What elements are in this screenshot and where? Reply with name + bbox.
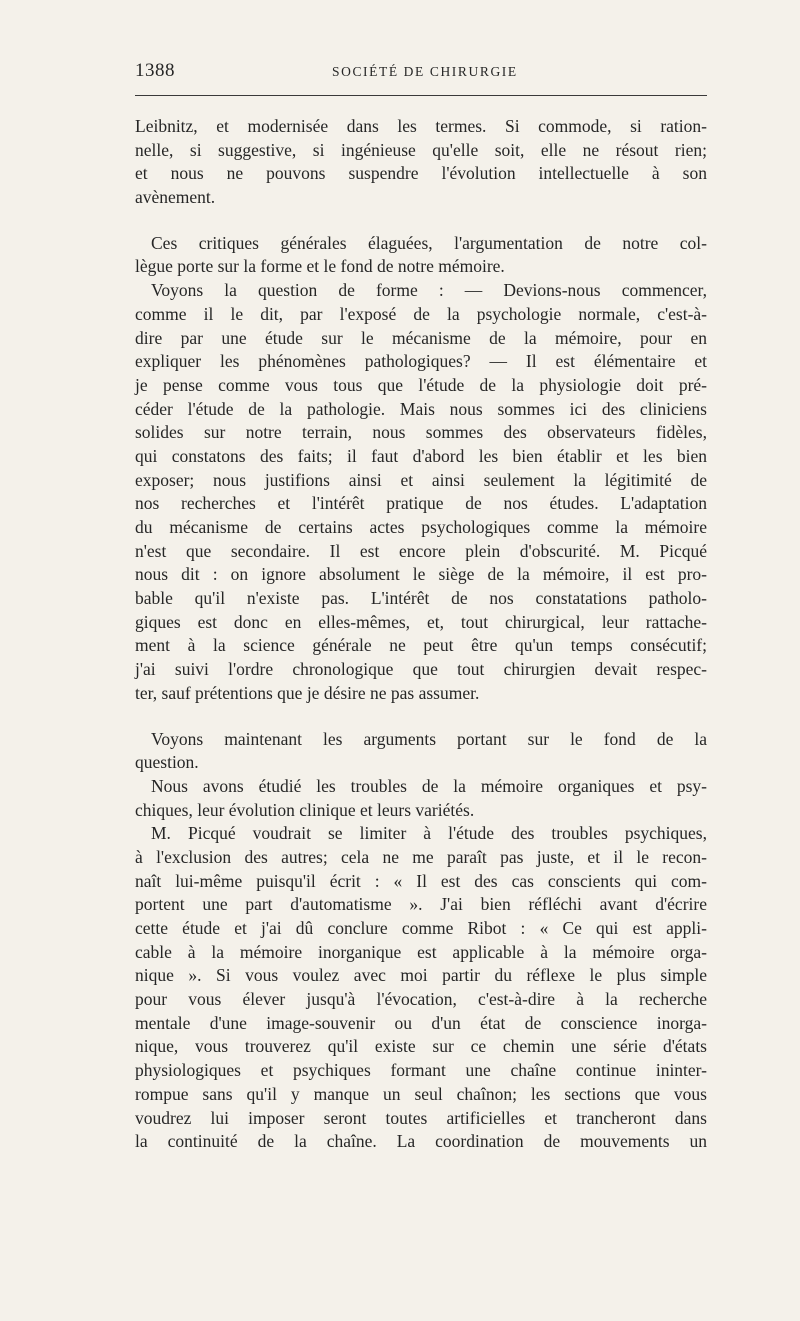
text-line: solides sur notre terrain, nous sommes des observateurs fidèles, <box>135 422 707 443</box>
text-line: nique ». Si vous voulez avec moi partir du réflexe le plus simple <box>135 965 707 986</box>
text-line: mentale d'une image-souvenir ou d'un état de conscience inorga- <box>135 1012 707 1033</box>
paragraph <box>135 115 707 210</box>
text-line: je pense comme vous tous que l'étude de la physiologie doit pré- <box>135 374 707 395</box>
text-line: pour vous élever jusqu'à l'évocation, c'est-à-dire à la recherche <box>135 989 707 1010</box>
text-line: Leibnitz, et modernisée dans les termes. Si commode, si ration- <box>135 116 707 136</box>
paragraph <box>135 728 707 775</box>
text-line: ment à la science générale ne peut être qu'un temps consécutif; <box>135 635 707 656</box>
text-line: Voyons maintenant les arguments portant sur le fond de la <box>151 728 707 749</box>
text-line: portent une part d'automatisme ». J'ai bien réfléchi avant d'écrire <box>135 894 707 915</box>
text-line: chiques, leur évolution clinique et leurs variétés. <box>135 799 475 820</box>
text-line: question. <box>135 752 199 773</box>
body-text <box>135 115 707 1154</box>
text-line: à l'exclusion des autres; cela ne me paraît pas juste, et il le recon- <box>135 846 707 867</box>
text-line: Voyons la question de forme : — Devions-nous commencer, <box>151 280 707 301</box>
text-line: céder l'étude de la pathologie. Mais nous sommes ici des cliniciens <box>135 398 707 419</box>
page-number: 1388 <box>135 60 175 81</box>
text-line: du mécanisme de certains actes psychologiques comme la mémoire <box>135 517 707 537</box>
text-line: exposer; nous justifions ainsi et ainsi seulement la légitimité de <box>135 469 707 490</box>
text-line: nous dit : on ignore absolument le siège de la mémoire, il est pro- <box>135 564 707 585</box>
header-rule <box>135 95 707 96</box>
text-line: expliquer les phénomènes pathologiques? — Il est élémentaire et <box>135 351 707 372</box>
text-line: et nous ne pouvons suspendre l'évolution intellectuelle à son <box>135 163 707 184</box>
paragraph <box>135 232 707 279</box>
text-line: physiologiques et psychiques formant une chaîne continue ininter- <box>135 1060 707 1081</box>
text-line: rompue sans qu'il y manque un seul chaînon; les sections que vous <box>135 1083 707 1104</box>
text-line: voudrez lui imposer seront toutes artificielles et trancheront dans <box>135 1107 707 1128</box>
text-line: lègue porte sur la forme et le fond de notre mémoire. <box>135 256 505 277</box>
paragraph <box>135 775 707 822</box>
text-line: nelle, si suggestive, si ingénieuse qu'elle soit, elle ne résout rien; <box>135 139 707 160</box>
text-line: nique, vous trouverez qu'il existe sur ce chemin une série d'états <box>135 1036 707 1057</box>
text-line: nos recherches et l'intérêt pratique de nos études. L'adaptation <box>135 493 707 514</box>
text-line: bable qu'il n'existe pas. L'intérêt de nos constatations patholo- <box>135 588 707 609</box>
page-header <box>135 58 707 86</box>
text-line: la continuité de la chaîne. La coordination de mouvements un <box>135 1131 707 1152</box>
text-line: comme il le dit, par l'exposé de la psychologie normale, c'est-à- <box>135 303 707 324</box>
text-line: giques est donc en elles-mêmes, et, tout chirurgical, leur rattache- <box>135 611 707 632</box>
text-line: dire par une étude sur le mécanisme de la mémoire, pour en <box>135 327 707 348</box>
text-line: ter, sauf prétentions que je désire ne pas assumer. <box>135 682 480 703</box>
paragraph <box>135 279 707 705</box>
running-head: SOCIÉTÉ DE CHIRURGIE <box>332 64 518 79</box>
text-line: j'ai suivi l'ordre chronologique que tout chirurgien devait respec- <box>135 659 707 680</box>
text-line: n'est que secondaire. Il est encore plein d'obscurité. M. Picqué <box>135 540 707 561</box>
text-line: M. Picqué voudrait se limiter à l'étude des troubles psychiques, <box>151 823 707 844</box>
text-line: cable à la mémoire inorganique est applicable à la mémoire orga- <box>135 941 707 962</box>
text-line: qui constatons des faits; il faut d'abord les bien établir et les bien <box>135 445 707 466</box>
text-line: Ces critiques générales élaguées, l'argumentation de notre col- <box>151 232 707 253</box>
text-line: Nous avons étudié les troubles de la mémoire organiques et psy- <box>151 775 707 796</box>
text-line: cette étude et j'ai dû conclure comme Ribot : « Ce qui est appli- <box>135 918 707 938</box>
text-line: avènement. <box>135 187 216 208</box>
text-line: naît lui-même puisqu'il écrit : « Il est des cas conscients qui com- <box>135 870 707 891</box>
paragraph <box>135 822 707 1154</box>
